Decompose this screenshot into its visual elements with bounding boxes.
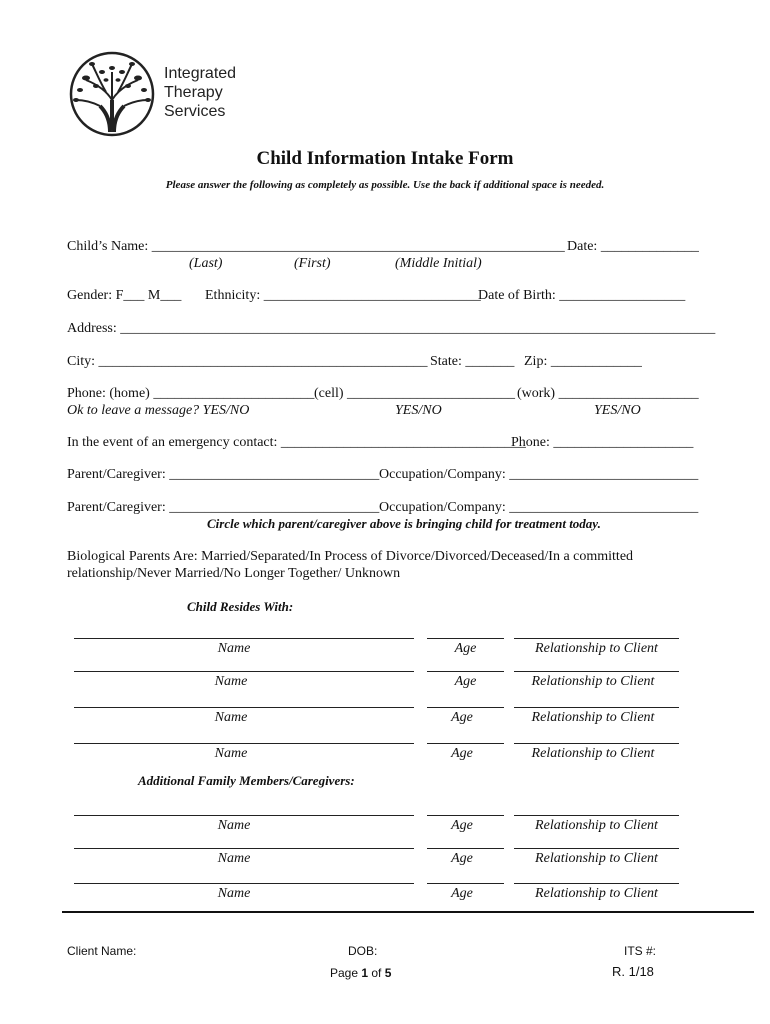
- age-label: Age: [451, 818, 473, 833]
- phone-cell-field[interactable]: (cell) ________________________: [314, 386, 516, 401]
- page-current: 1: [361, 966, 369, 980]
- page-prefix: Page: [330, 966, 362, 980]
- biological-parents-line2[interactable]: relationship/Never Married/No Longer Together/ Unknown: [67, 566, 401, 581]
- page-total: 5: [384, 966, 392, 980]
- footer-dob: DOB:: [348, 944, 378, 958]
- relationship-label: Relationship to Client: [531, 746, 655, 761]
- gender-field[interactable]: Gender: F___ M___: [67, 288, 182, 303]
- name-label: Name: [214, 674, 248, 689]
- relationship-label: Relationship to Client: [535, 818, 658, 833]
- relationship-label: Relationship to Client: [535, 851, 658, 866]
- age-blank[interactable]: [427, 848, 504, 849]
- child-name-field[interactable]: Child’s Name: ___________________________________________________________: [67, 239, 565, 254]
- occupation-2-field[interactable]: Occupation/Company: ___________________________: [379, 500, 699, 515]
- age-label: Age: [451, 710, 473, 725]
- ok-message-label: Ok to leave a message? YES/NO: [67, 403, 250, 418]
- name-label: Name: [217, 886, 251, 901]
- state-field[interactable]: State: _______: [430, 354, 515, 369]
- yes-no-cell[interactable]: YES/NO: [395, 403, 442, 418]
- relationship-label: Relationship to Client: [531, 710, 655, 725]
- resides-with-heading: Child Resides With:: [187, 599, 294, 614]
- age-label: Age: [451, 746, 473, 761]
- additional-family-heading: Additional Family Members/Caregivers:: [138, 773, 355, 788]
- relationship-blank[interactable]: [514, 743, 679, 744]
- name-label: Name: [214, 710, 248, 725]
- parent-caregiver-1-field[interactable]: Parent/Caregiver: ______________________________: [67, 467, 380, 482]
- form-title: Child Information Intake Form: [256, 148, 514, 169]
- age-blank[interactable]: [427, 638, 504, 639]
- name-label: Name: [217, 641, 251, 656]
- zip-field[interactable]: Zip: _____________: [524, 354, 642, 369]
- sublabel-middle-initial: (Middle Initial): [395, 256, 482, 271]
- page-of: of: [368, 966, 385, 980]
- address-field[interactable]: Address: _____________________________________________________________________________________: [67, 321, 716, 336]
- relationship-label: Relationship to Client: [531, 674, 655, 689]
- relationship-blank[interactable]: [514, 707, 679, 708]
- sublabel-first: (First): [294, 256, 331, 271]
- logo-text-line2: Therapy: [164, 84, 223, 101]
- footer-client-name: Client Name:: [67, 944, 137, 958]
- age-blank[interactable]: [427, 707, 504, 708]
- logo-text-line3: Services: [164, 103, 226, 120]
- relationship-blank[interactable]: [514, 815, 679, 816]
- relationship-label: Relationship to Client: [535, 641, 658, 656]
- name-label: Name: [217, 851, 251, 866]
- relationship-blank[interactable]: [514, 883, 679, 884]
- emergency-contact-field[interactable]: In the event of an emergency contact: ___________________________________: [67, 435, 526, 450]
- name-blank[interactable]: [74, 707, 414, 708]
- emergency-phone-field[interactable]: Phone: ____________________: [511, 435, 694, 450]
- biological-parents-line1[interactable]: Biological Parents Are: Married/Separated/In Process of Divorce/Divorced/Deceased/In a committed: [67, 549, 634, 564]
- name-label: Name: [214, 746, 248, 761]
- age-label: Age: [454, 641, 477, 656]
- name-blank[interactable]: [74, 815, 414, 816]
- age-blank[interactable]: [427, 671, 504, 672]
- occupation-1-field[interactable]: Occupation/Company: ___________________________: [379, 467, 699, 482]
- footer-revision: R. 1/18: [612, 964, 654, 979]
- city-field[interactable]: City: _______________________________________________: [67, 354, 428, 369]
- circle-parent-note: Circle which parent/caregiver above is bringing child for treatment today.: [207, 516, 601, 531]
- date-of-birth-field[interactable]: Date of Birth: __________________: [478, 288, 686, 303]
- name-blank[interactable]: [74, 848, 414, 849]
- age-label: Age: [454, 674, 477, 689]
- phone-work-field[interactable]: (work) ____________________: [517, 386, 699, 401]
- date-field[interactable]: Date: ______________: [567, 239, 699, 254]
- name-blank[interactable]: [74, 883, 414, 884]
- tree-icon: [66, 50, 158, 138]
- footer-its-number: ITS #:: [624, 944, 657, 958]
- name-blank[interactable]: [74, 743, 414, 744]
- relationship-blank[interactable]: [514, 848, 679, 849]
- name-label: Name: [217, 818, 251, 833]
- age-blank[interactable]: [427, 883, 504, 884]
- footer-page-number: [330, 966, 391, 980]
- age-label: Age: [451, 851, 473, 866]
- parent-caregiver-2-field[interactable]: Parent/Caregiver: ______________________________: [67, 500, 380, 515]
- ethnicity-field[interactable]: Ethnicity: _______________________________: [205, 288, 481, 303]
- yes-no-work[interactable]: YES/NO: [594, 403, 641, 418]
- phone-home-field[interactable]: Phone: (home) _______________________: [67, 386, 315, 401]
- form-subtitle: Please answer the following as completely as possible. Use the back if additional space is needed.: [165, 179, 605, 191]
- name-blank[interactable]: [74, 638, 414, 639]
- sublabel-last: (Last): [189, 256, 223, 271]
- logo: [66, 50, 266, 140]
- age-label: Age: [451, 886, 473, 901]
- relationship-blank[interactable]: [514, 638, 679, 639]
- age-blank[interactable]: [427, 815, 504, 816]
- age-blank[interactable]: [427, 743, 504, 744]
- name-blank[interactable]: [74, 671, 414, 672]
- relationship-blank[interactable]: [514, 671, 679, 672]
- logo-text-line1: Integrated: [164, 65, 237, 82]
- footer-divider: [62, 911, 754, 913]
- relationship-label: Relationship to Client: [535, 886, 658, 901]
